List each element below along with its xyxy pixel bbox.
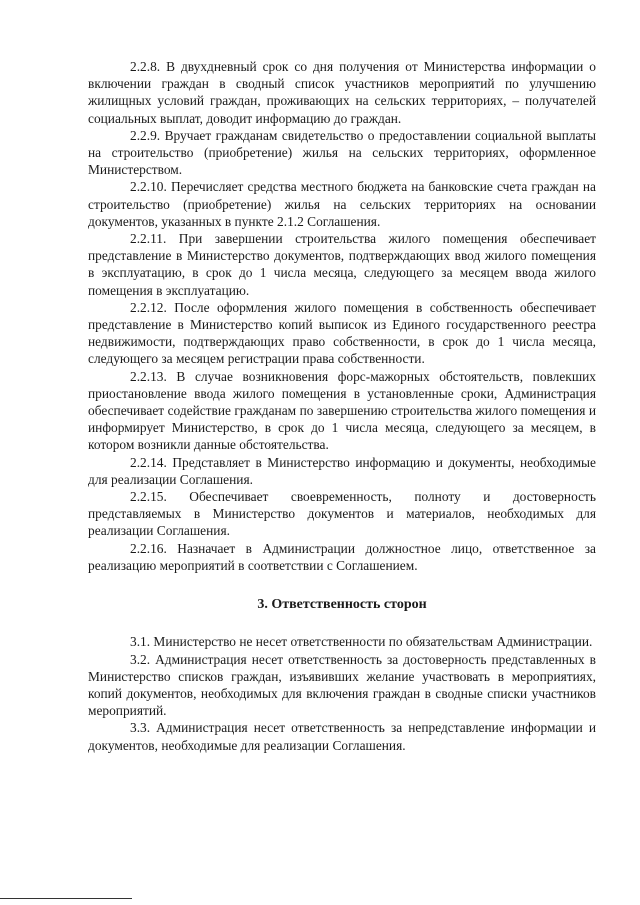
clause-2-2-9: 2.2.9. Вручает гражданам свидетельство о предоставлении социальной выплаты на строительство (приобретение) жилья на сельских территориях, оформленное Министерством.: [88, 127, 596, 178]
clause-2-2-11: 2.2.11. При завершении строительства жилого помещения обеспечивает представление в Министерство документов, подтверждающих ввод жилого помещения в эксплуатацию, в срок до 1 числа месяца, следующего за месяцем ввода жилого помещения в эксплуатацию.: [88, 231, 596, 298]
document-page: [88, 58, 596, 754]
footnote-divider: [0, 898, 132, 899]
clause-2-2-14: 2.2.14. Представляет в Министерство информацию и документы, необходимые для реализации Соглашения.: [88, 454, 596, 487]
clause-3-1: 3.1. Министерство не несет ответственности по обязательствам Администрации.: [130, 634, 593, 650]
clause-2-2-12: 2.2.12. После оформления жилого помещения в собственность обеспечивает представление в Министерство копий выписок из Единого государственного реестра недвижимости, подтверждающих право собственности, в срок до 1 числа месяца, следующего за месяцем регистрации права собственности.: [88, 299, 596, 367]
clause-2-2-13: 2.2.13. В случае возникновения форс-мажорных обстоятельств, повлекших приостановление ввода жилого помещения в установленные сроки, Администрация обеспечивает содействие гражданам по завершению строительства жилого помещения и информирует Министерство, в срок до 1 числа месяца, следующего за месяцем, в котором возникли данные обстоятельства.: [88, 368, 596, 453]
clause-2-2-8: 2.2.8. В двухдневный срок со дня получения от Министерства информации о включении граждан в сводный список участников мероприятий по улучшению жилищных условий граждан, проживающих на сельских территориях, – получателей социальных выплат, доводит информацию до граждан.: [88, 59, 596, 126]
clause-2-2-16: 2.2.16. Назначает в Администрации должностное лицо, ответственное за реализацию мероприятий в соответствии с Соглашением.: [88, 540, 596, 573]
section-3-title: 3. Ответственность сторон: [257, 597, 427, 613]
clause-3-3: 3.3. Администрация несет ответственность за непредставление информации и документов, необходимые для реализации Соглашения.: [88, 720, 596, 753]
clause-2-2-10: 2.2.10. Перечисляет средства местного бюджета на банковские счета граждан на строительство (приобретение) жилья на сельских территориях на основании документов, указанных в пункте 2.1.2 Соглашения.: [88, 179, 596, 229]
clause-3-2: 3.2. Администрация несет ответственность за достоверность представленных в Министерство списков граждан, изъявивших желание участвовать в мероприятиях, копий документов, необходимых для включения граждан в сводные списки участников мероприятий.: [88, 651, 596, 719]
clause-2-2-15: 2.2.15. Обеспечивает своевременность, полноту и достоверность представляемых в Министерство документов и материалов, необходимых для реализации Соглашения.: [88, 489, 596, 539]
